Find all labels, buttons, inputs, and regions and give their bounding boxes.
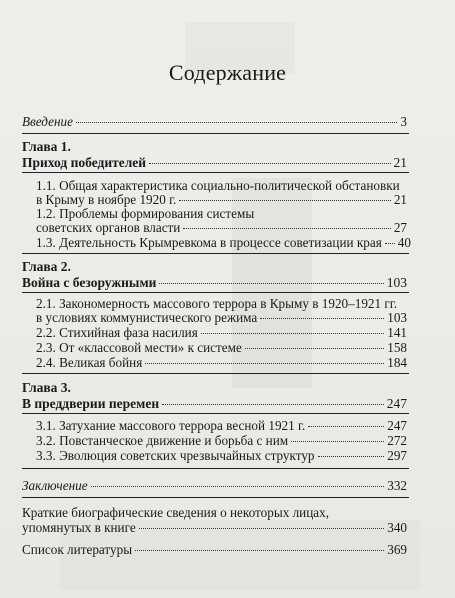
toc-entry-chapter-3[interactable]: [22, 396, 407, 411]
section-1-2-line2: советских органов власти: [36, 220, 181, 235]
section-3-1-label: 3.1. Затухание массового террора весной 1921 г.: [36, 418, 306, 433]
toc-entry-label: Введение: [22, 114, 73, 129]
dot-leader: [183, 228, 390, 229]
toc-entry-chapter-1[interactable]: [22, 155, 407, 170]
chapter-title-underline: [22, 292, 409, 293]
bios-line2: упомянутых в книге: [22, 520, 136, 535]
chapter-title-underline: [22, 172, 409, 173]
toc-page-number: 272: [387, 433, 407, 448]
toc-entry-section-3-1[interactable]: [36, 418, 407, 433]
dot-leader: [318, 456, 385, 457]
toc-entry-conclusion[interactable]: [22, 478, 407, 493]
section-1-2-line1: 1.2. Проблемы формирования системы: [36, 206, 255, 221]
toc-entry-label: Список литературы: [22, 542, 133, 557]
toc-page-number: 184: [387, 355, 407, 370]
toc-entry-introduction[interactable]: [22, 114, 407, 129]
toc-entry-chapter-2[interactable]: [22, 275, 407, 290]
section-2-2-label: 2.2. Стихийная фаза насилия: [36, 325, 198, 340]
dot-leader: [76, 122, 397, 123]
dot-leader: [159, 283, 383, 284]
chapter-1-heading: Глава 1.: [22, 139, 71, 154]
toc-entry-section-3-3[interactable]: [36, 448, 407, 463]
dot-leader: [245, 348, 384, 349]
toc-page-number: 297: [387, 448, 407, 463]
contents-title: Содержание: [168, 60, 287, 85]
toc-page-number: 21: [393, 192, 407, 207]
section-divider: [22, 468, 409, 469]
chapter-3-heading: Глава 3.: [22, 380, 71, 395]
toc-page-number: 103: [386, 275, 407, 290]
bios-line1: Краткие биографические сведения о некоторых лицах,: [22, 505, 330, 520]
dot-leader: [385, 243, 395, 244]
chapter-title-underline: [22, 413, 409, 414]
toc-entry-literature[interactable]: [22, 542, 407, 557]
section-3-2-label: 3.2. Повстанческое движение и борьба с ним: [36, 433, 289, 448]
toc-entry-section-2-1[interactable]: [36, 310, 407, 325]
dot-leader: [149, 163, 390, 164]
toc-page-number: 27: [393, 220, 407, 235]
chapter-2-title: Война с безоружными: [22, 275, 157, 290]
section-divider: [22, 373, 409, 374]
toc-page-number: 369: [387, 542, 407, 557]
chapter-3-title: В преддверии перемен: [22, 396, 160, 411]
section-divider: [22, 133, 409, 134]
dot-leader: [91, 486, 385, 487]
toc-entry-section-2-3[interactable]: [36, 340, 407, 355]
toc-page-number: 40: [397, 235, 411, 250]
section-divider: [22, 253, 409, 254]
dot-leader: [135, 550, 384, 551]
section-2-1-line1: 2.1. Закономерность массового террора в Крыму в 1920–1921 гг.: [36, 296, 398, 311]
section-2-4-label: 2.4. Великая бойня: [36, 355, 143, 370]
chapter-2-heading: Глава 2.: [22, 259, 71, 274]
toc-page-number: 103: [387, 310, 407, 325]
toc-entry-section-2-2[interactable]: [36, 325, 407, 340]
toc-page-number: 332: [387, 478, 407, 493]
dot-leader: [162, 404, 384, 405]
dot-leader: [260, 318, 384, 319]
toc-entry-bios[interactable]: [22, 520, 407, 535]
dot-leader: [145, 363, 384, 364]
toc-page-number: 247: [386, 396, 407, 411]
toc-entry-section-3-2[interactable]: [36, 433, 407, 448]
section-divider: [22, 497, 409, 498]
toc-entry-section-1-2[interactable]: [36, 220, 407, 235]
toc-page-number: 340: [387, 520, 407, 535]
toc-entry-section-1-3[interactable]: [36, 235, 411, 250]
dot-leader: [308, 426, 384, 427]
section-1-1-line2: в Крыму в ноябре 1920 г.: [36, 192, 177, 207]
section-1-1-line1: 1.1. Общая характеристика социально-политической обстановки: [36, 178, 400, 193]
toc-page-number: 158: [387, 340, 407, 355]
toc-entry-label: Заключение: [22, 478, 88, 493]
toc-entry-section-1-1[interactable]: [36, 192, 407, 207]
dot-leader: [201, 333, 384, 334]
dot-leader: [139, 528, 385, 529]
toc-page-number: 3: [400, 114, 407, 129]
toc-entry-section-2-4[interactable]: [36, 355, 407, 370]
section-2-1-line2: в условиях коммунистического режима: [36, 310, 258, 325]
toc-page-number: 247: [387, 418, 407, 433]
toc-page-number: 141: [387, 325, 407, 340]
toc-page-number: 21: [393, 155, 407, 170]
chapter-1-title: Приход победителей: [22, 155, 147, 170]
section-2-3-label: 2.3. От «классовой мести» к системе: [36, 340, 242, 355]
section-1-3-label: 1.3. Деятельность Крымревкома в процессе советизации края: [36, 235, 382, 250]
dot-leader: [179, 200, 390, 201]
section-3-3-label: 3.3. Эволюция советских чрезвычайных структур: [36, 448, 315, 463]
dot-leader: [291, 441, 384, 442]
